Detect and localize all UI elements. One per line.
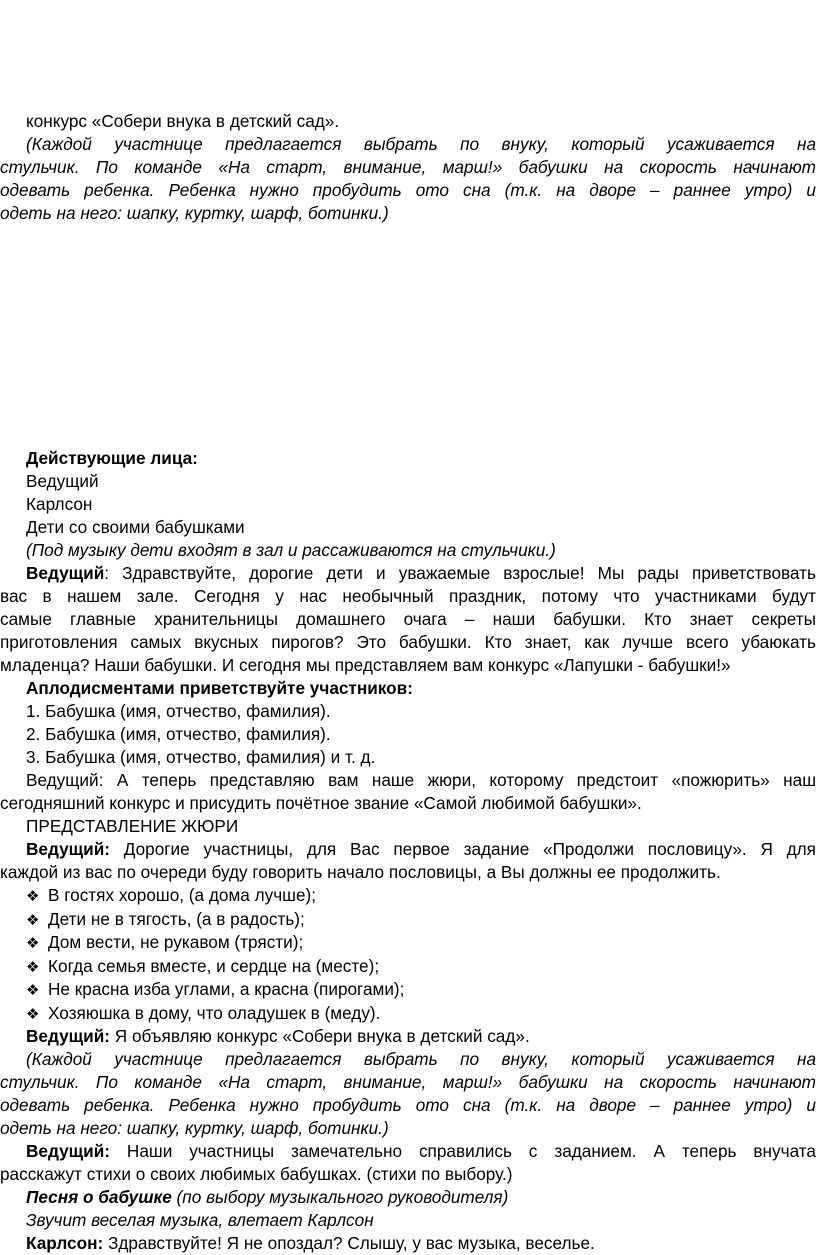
proverb-text: Не красна изба углами, а красна (пирогами); [48, 979, 405, 999]
song-direction: Звучит веселая музыка, влетает Карлсон [26, 1210, 374, 1230]
speaker-label: Ведущий: [26, 1141, 111, 1161]
italic-line: одеть на него: шапку, куртку, шарф, ботинки.) [0, 203, 389, 223]
speaker-label: Карлсон: [26, 1233, 104, 1253]
participant-item: 1. Бабушка (имя, отчество, фамилия). [26, 701, 331, 721]
host-intro-line: вас в нашем зале. Сегодня у нас необычный праздник, потому что участниками будут [0, 586, 816, 606]
host-intro-text: : Здравствуйте, дорогие дети и уважаемые взрослые! Мы рады приветствовать [104, 563, 816, 583]
poems-line: расскажут стихи о своих любимых бабушках. (стихи по выбору.) [0, 1164, 513, 1184]
poems-text: Наши участницы замечательно справились с заданием. А теперь внучата [110, 1141, 816, 1161]
karlson-text: Здравствуйте! Я не опоздал? Слышу, у вас музыка, веселье. [103, 1233, 595, 1253]
song-note: (по выбору музыкального руководителя) [171, 1187, 509, 1207]
diamond-bullet-icon: ❖ [26, 981, 40, 999]
cast-member: Дети со своими бабушками [26, 517, 245, 537]
contest-continuation-line: конкурс «Собери внука в детский сад». [26, 111, 340, 131]
italic-line: стульчик. По команде «На старт, внимание, марш!» бабушки на скорость начинают [0, 1072, 816, 1092]
song-line [0, 1186, 816, 1209]
speaker-label: Ведущий [26, 563, 105, 583]
proverb-text: В гостях хорошо, (а дома лучше); [48, 885, 317, 905]
proverb-item [0, 884, 816, 908]
speaker-label: Ведущий: [26, 839, 111, 859]
diamond-bullet-icon: ❖ [26, 887, 40, 905]
cast-member: Карлсон [26, 494, 93, 514]
participant-item: 3. Бабушка (имя, отчество, фамилия) и т. д. [26, 747, 376, 767]
proverb-item [0, 955, 816, 979]
host-intro-line: приготовления самых вкусных пирогов? Это бабушки. Кто знает, как лучше всего убаюкать [0, 632, 816, 652]
italic-line: одевать ребенка. Ребенка нужно пробудить ото сна (т.к. на дворе – раннее утро) и [0, 1095, 816, 1115]
song-title: Песня о бабушке [26, 1187, 172, 1207]
proverb-text: Хозяюшка в дому, что оладушек в (меду). [48, 1002, 381, 1023]
diamond-bullet-icon: ❖ [26, 934, 40, 952]
diamond-bullet-icon: ❖ [26, 1004, 40, 1023]
proverb-item [0, 978, 816, 1002]
diamond-bullet-icon: ❖ [26, 957, 40, 976]
proverb-item [0, 931, 816, 955]
italic-line: (Каждой участнице предлагается выбрать по внуку, который усаживается на [26, 1049, 816, 1069]
proverb-text: Дом вести, не рукавом (трясти); [48, 932, 304, 952]
host-intro-first-line [0, 562, 816, 585]
stage-direction: (Под музыку дети входят в зал и рассаживаются на стульчики.) [26, 540, 556, 560]
contest-announcement [0, 1025, 816, 1048]
proverbs-task-text: Дорогие участницы, для Вас первое задание «Продолжи пословицу». Я для [110, 839, 816, 859]
cast-heading: Действующие лица: [26, 448, 198, 468]
poems-first-line [0, 1140, 816, 1163]
proverb-item [0, 1002, 816, 1026]
jury-title: ПРЕДСТАВЛЕНИЕ ЖЮРИ [26, 816, 239, 836]
proverb-text: Когда семья вместе, и сердце на (месте); [48, 955, 380, 976]
proverb-item [0, 908, 816, 932]
main-text [0, 447, 816, 1255]
karlson-line [0, 1232, 816, 1255]
speaker-label: Ведущий: [26, 1026, 111, 1046]
italic-line: одевать ребенка. Ребенка нужно пробудить ото сна (т.к. на дворе – раннее утро) и [0, 180, 816, 200]
cast-member: Ведущий [26, 471, 99, 491]
proverb-text: Дети не в тягость, (а в радость); [48, 908, 305, 929]
contest-text: Я объявляю конкурс «Собери внука в детский сад». [110, 1026, 530, 1046]
italic-line: стульчик. По команде «На старт, внимание, марш!» бабушки на скорость начинают [0, 157, 816, 177]
top-fragment [0, 110, 816, 225]
diamond-bullet-icon: ❖ [26, 910, 40, 929]
host-intro-line: младенца? Наши бабушки. И сегодня мы представляем вам конкурс «Лапушки - бабушки!» [0, 655, 731, 675]
applause-heading: Аплодисментами приветствуйте участников: [26, 678, 413, 698]
italic-line: одеть на него: шапку, куртку, шарф, ботинки.) [0, 1118, 389, 1138]
proverbs-task-line: каждой из вас по очереди буду говорить начало пословицы, а Вы должны ее продолжить. [0, 862, 721, 882]
jury-line: сегодняшний конкурс и присудить почётное звание «Самой любимой бабушки». [0, 793, 642, 813]
jury-line: Ведущий: А теперь представляю вам наше жюри, которому предстоит «пожюрить» наш [26, 770, 816, 790]
italic-line: (Каждой участнице предлагается выбрать по внуку, который усаживается на [26, 134, 816, 154]
proverbs-task-first-line [0, 838, 816, 861]
participant-item: 2. Бабушка (имя, отчество, фамилия). [26, 724, 331, 744]
host-intro-line: самые главные хранительницы домашнего очага – наши бабушки. Кто знает секреты [0, 609, 816, 629]
